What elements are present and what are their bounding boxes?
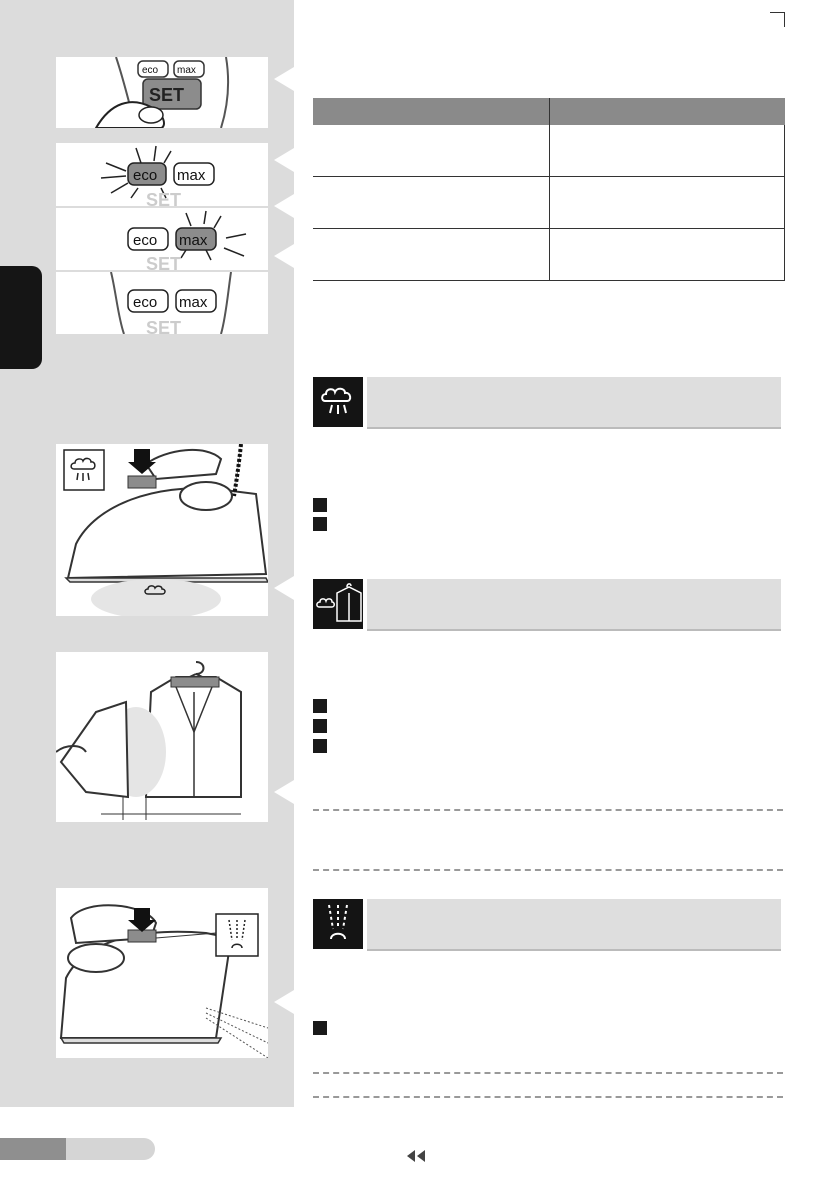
table-row (313, 177, 785, 229)
svg-text:SET: SET (146, 318, 182, 334)
svg-text:eco: eco (133, 294, 158, 311)
pointer (274, 148, 294, 172)
section-header-steam-shot (367, 377, 781, 429)
divider (313, 1072, 783, 1074)
step-marker-2 (313, 517, 327, 531)
settings-table (313, 98, 785, 281)
illustration-lights-off (56, 272, 268, 334)
svg-text:SET: SET (146, 190, 182, 206)
pointer (274, 244, 294, 268)
pointer (274, 67, 294, 91)
step-marker-1 (313, 699, 327, 713)
step-marker-3 (313, 739, 327, 753)
illustration-vertical-steam (56, 652, 268, 822)
illustration-steam-shot (56, 444, 268, 616)
step-marker-1 (313, 498, 327, 512)
illustration-eco-light (56, 143, 268, 206)
divider (313, 869, 783, 871)
steam-shot-icon (313, 377, 363, 427)
crop-mark (770, 12, 785, 27)
page-indicator-track (66, 1138, 155, 1160)
svg-text:max: max (179, 294, 208, 311)
illustration-set-button (56, 57, 268, 128)
svg-text:max: max (177, 167, 206, 184)
back-arrows-icon[interactable] (405, 1149, 429, 1168)
svg-text:eco: eco (133, 167, 158, 184)
step-marker-2 (313, 719, 327, 733)
pointer (274, 990, 294, 1014)
table-row (313, 229, 785, 281)
max-label: max (177, 65, 196, 76)
spray-icon (313, 899, 363, 949)
svg-text:max: max (179, 232, 208, 249)
page-indicator (0, 1138, 66, 1160)
svg-text:eco: eco (133, 232, 158, 249)
step-marker-1 (313, 1021, 327, 1035)
divider (313, 1096, 783, 1098)
pointer (274, 780, 294, 804)
divider (313, 809, 783, 811)
pointer (274, 194, 294, 218)
pointer (274, 576, 294, 600)
section-header-spray (367, 899, 781, 951)
eco-label: eco (142, 65, 159, 76)
table-header-row (313, 98, 785, 125)
illustration-spray (56, 888, 268, 1058)
table-row (313, 125, 785, 177)
set-label: SET (149, 85, 185, 105)
section-header-vertical-steam (367, 579, 781, 631)
illustration-max-light (56, 208, 268, 270)
svg-text:SET: SET (146, 254, 182, 270)
language-tab (0, 266, 42, 369)
vertical-steam-icon (313, 579, 363, 629)
